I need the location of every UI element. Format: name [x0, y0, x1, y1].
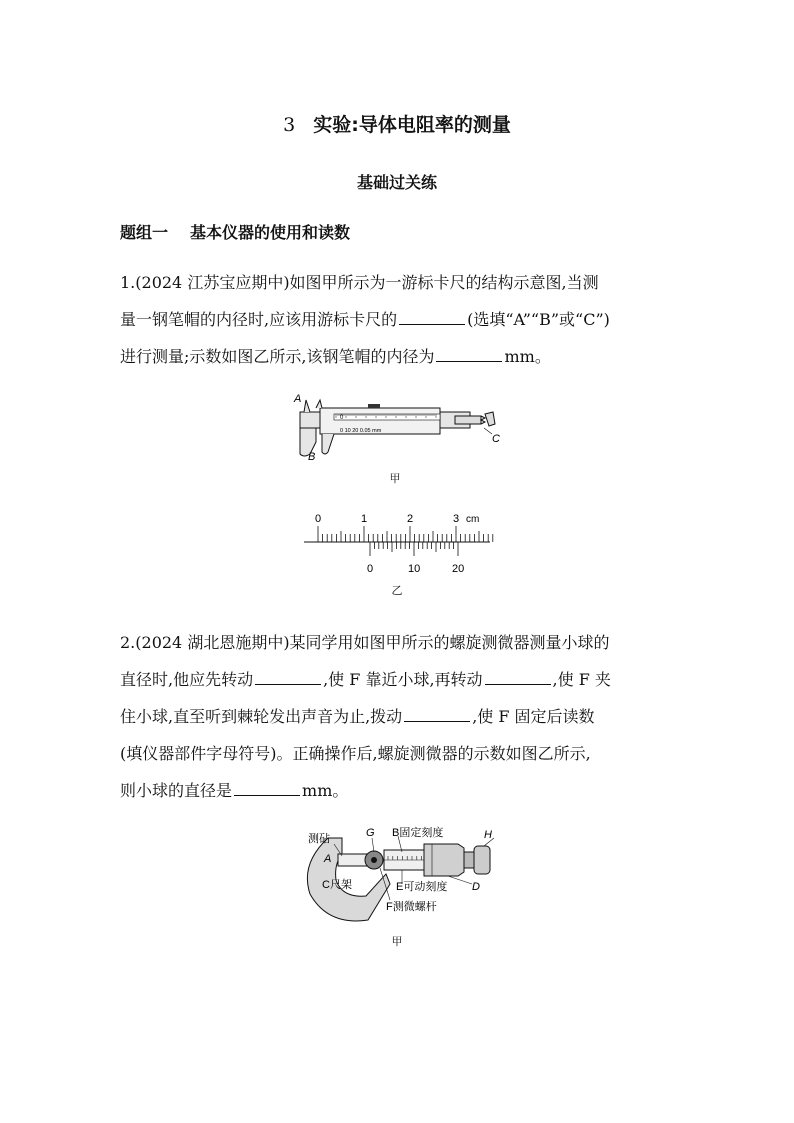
label-b-fixed-scale: B固定刻度 [392, 827, 444, 839]
q1-line2 [120, 301, 680, 338]
label-d: D [472, 881, 480, 893]
title-text: 实验:导体电阻率的测量 [313, 114, 511, 136]
vernier-scale-label: 10 [408, 563, 421, 575]
main-scale-label: 2 [407, 513, 414, 525]
q2-line4: (填仪器部件字母符号)。正确操作后,螺旋测微器的示数如图乙所示, [120, 744, 591, 763]
micrometer-neck [464, 852, 474, 868]
q1-line3 [120, 338, 680, 375]
q2-line2-mid: ,使 F 靠近小球,再转动 [323, 670, 483, 689]
q1-line3-text: 进行测量;示数如图乙所示,该钢笔帽的内径为 [120, 347, 435, 366]
q1-line2-text: 量一钢笔帽的内径时,应该用游标卡尺的 [120, 310, 398, 329]
q2-blank-2[interactable] [485, 668, 551, 685]
label-c-frame: C尺架 [322, 879, 352, 891]
q2-line2-text: 直径时,他应先转动 [120, 670, 254, 689]
vernier-scale-label: 0 [367, 563, 374, 575]
section-label: 题组一 [120, 223, 169, 242]
q2-line3-end: ,使 F 固定后读数 [472, 707, 595, 726]
title-number: 3 [283, 114, 296, 136]
q1-line2-options: (选填“A”“B”或“C”) [467, 310, 610, 329]
page-title [0, 110, 794, 137]
main-scale-label: 0 [315, 513, 322, 525]
label-g: G [366, 827, 375, 839]
vernier-scale-label: 20 [452, 563, 465, 575]
q2-blank-3[interactable] [404, 705, 470, 722]
main-scale-label: 1 [361, 513, 368, 525]
q2-line2 [120, 661, 680, 698]
q2-line5-text: 则小球的直径是 [120, 781, 233, 800]
vernier-caliper-figure [280, 392, 520, 466]
q2-blank-1[interactable] [255, 668, 321, 685]
caliper-main-scale-text: 0 [340, 415, 344, 421]
vernier-reading-figure [300, 510, 500, 580]
q2-line3-text: 住小球,直至听到棘轮发出声音为止,拨动 [120, 707, 403, 726]
q1-line1: 1.(2024 江苏宝应期中)如图甲所示为一游标卡尺的结构示意图,当测 [120, 273, 599, 292]
micrometer-ratchet [474, 846, 490, 874]
micrometer-figure [298, 824, 528, 934]
caliper-depth-rod [455, 416, 481, 424]
label-anvil: 测砧 [308, 833, 330, 845]
caliper-label-b: B [308, 451, 316, 463]
micrometer-thimble [424, 844, 464, 876]
q2-blank-4[interactable] [234, 779, 300, 796]
section-name: 基本仪器的使用和读数 [190, 223, 351, 242]
q2-line3 [120, 698, 680, 735]
q2-line2-end: ,使 F 夹 [552, 670, 611, 689]
scale-unit: cm [466, 514, 480, 525]
caliper-label-a: A [294, 393, 302, 405]
caliper-label-c: C [492, 433, 500, 445]
label-e-thimble-scale: E可动刻度 [396, 881, 448, 893]
label-f-spindle: F测微螺杆 [386, 901, 437, 913]
figure1-caption-yi: 乙 [391, 584, 403, 597]
figure1-caption-jia: 甲 [389, 472, 401, 485]
q2-unit: mm。 [302, 781, 349, 800]
q2-line1: 2.(2024 湖北恩施期中)某同学用如图甲所示的螺旋测微器测量小球的 [120, 633, 610, 652]
caliper-lock-screw [368, 404, 380, 408]
label-h: H [484, 829, 492, 841]
subtitle: 基础过关练 [356, 173, 437, 192]
figure2-caption-jia: 甲 [391, 935, 403, 948]
q1-blank-2[interactable] [436, 345, 502, 362]
main-scale-label: 3 [453, 513, 460, 525]
section-heading [120, 220, 350, 243]
q2-line5 [120, 772, 680, 809]
caliper-vernier-text: 0 10 20 0.05 mm [340, 428, 382, 434]
question-2 [120, 624, 680, 809]
label-a: A [324, 853, 332, 865]
q1-unit: mm。 [504, 347, 551, 366]
caliper-movable-jaw [322, 434, 334, 454]
question-1 [120, 264, 680, 375]
q1-blank-1[interactable] [399, 308, 465, 325]
